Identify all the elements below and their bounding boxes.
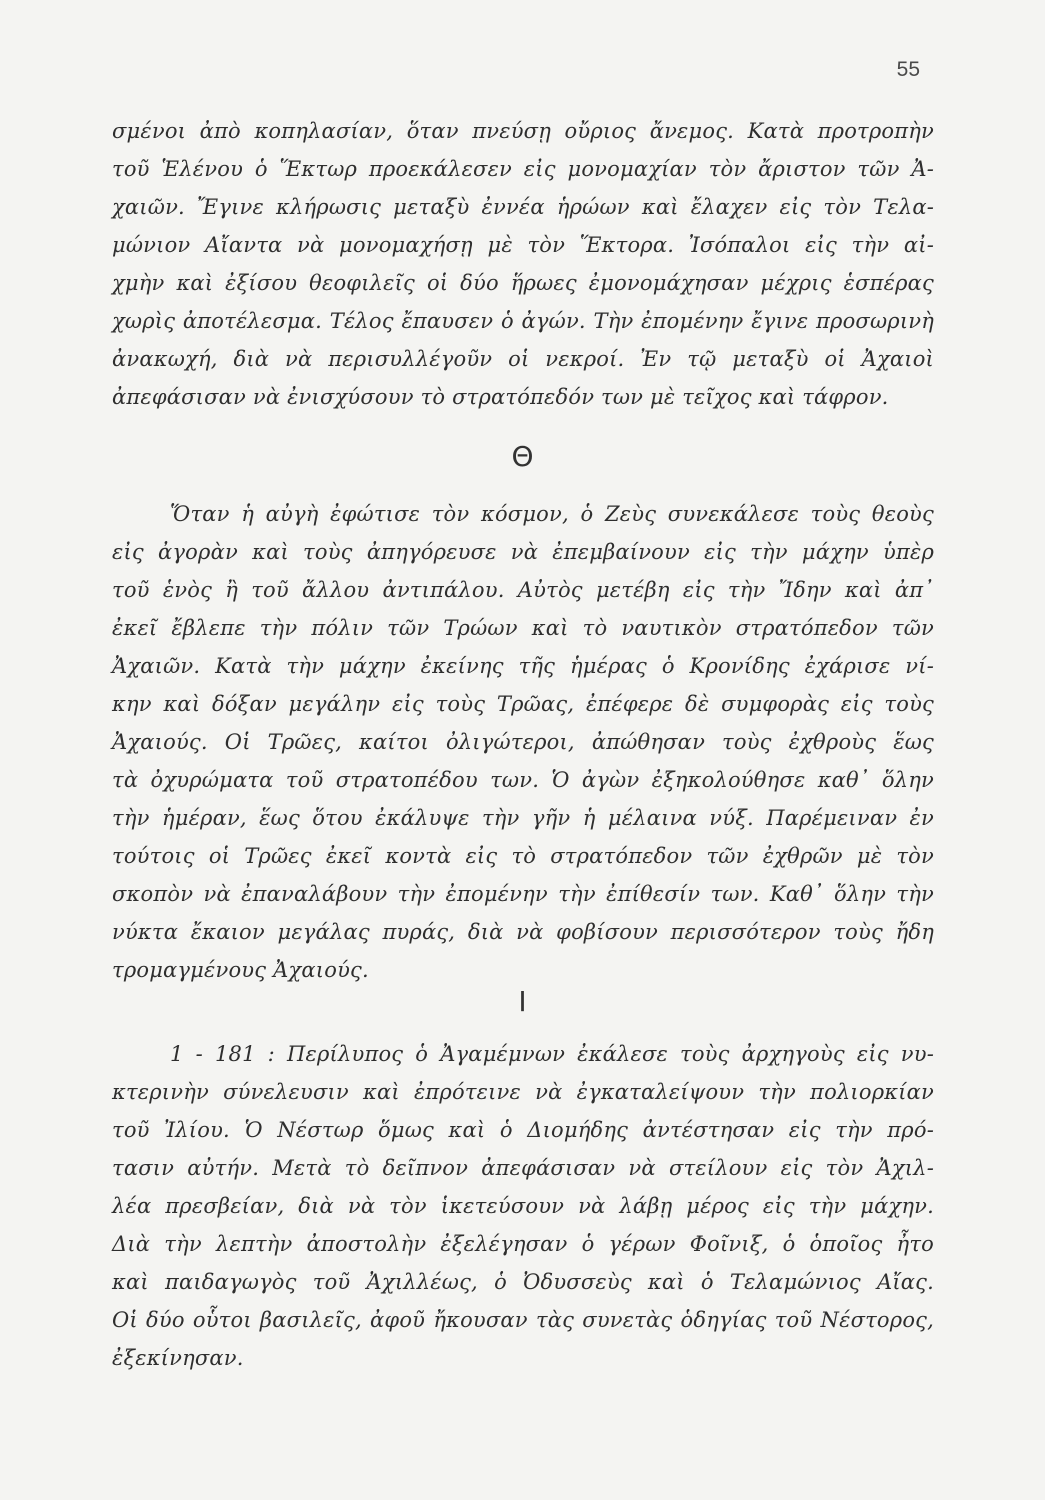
section-heading-iota: Ι: [518, 985, 527, 1018]
text-line: χαιῶν. Ἔγινε κλήρωσις μεταξὺ ἐννέα ἡρώων καὶ ἔλαχεν εἰς τὸν Τελα-: [112, 195, 934, 219]
text-line: ἐκεῖ ἔβλεπε τὴν πόλιν τῶν Τρώων καὶ τὸ ναυτικὸν στρατόπεδον τῶν: [112, 616, 934, 640]
section-theta-text: [112, 495, 934, 989]
text-line: τὴν ἡμέραν, ἕως ὅτου ἐκάλυψε τὴν γῆν ἡ μέλαινα νύξ. Παρέμειναν ἐν: [112, 806, 934, 830]
text-line: ἀνακωχή, διὰ νὰ περισυλλέγοῦν οἱ νεκροί. Ἐν τῷ μεταξὺ οἱ Ἀχαιοὶ: [112, 347, 934, 371]
text-line: Ἀχαιῶν. Κατὰ τὴν μάχην ἐκείνης τῆς ἡμέρας ὁ Κρονίδης ἐχάρισε νί-: [112, 654, 934, 678]
text-line: Οἱ δύο οὗτοι βασιλεῖς, ἀφοῦ ἤκουσαν τὰς συνετὰς ὁδηγίας τοῦ Νέστορος,: [112, 1308, 934, 1332]
text-line: εἰς ἀγορὰν καὶ τοὺς ἀπηγόρευσε νὰ ἐπεμβαίνουν εἰς τὴν μάχην ὑπὲρ: [112, 540, 934, 564]
text-line: λέα πρεσβείαν, διὰ νὰ τὸν ἱκετεύσουν νὰ λάβῃ μέρος εἰς τὴν μάχην.: [112, 1194, 934, 1218]
text-line: ἐξεκίνησαν.: [112, 1346, 244, 1370]
text-line: χωρὶς ἀποτέλεσμα. Τέλος ἔπαυσεν ὁ ἀγών. Τὴν ἐπομένην ἔγινε προσωρινὴ: [112, 309, 934, 333]
text-line: ἀπεφάσισαν νὰ ἐνισχύσουν τὸ στρατόπεδόν των μὲ τεῖχος καὶ τάφρον.: [112, 385, 889, 409]
text-line: τοῦ Ἑλένου ὁ Ἕκτωρ προεκάλεσεν εἰς μονομαχίαν τὸν ἄριστον τῶν Ἀ-: [112, 157, 934, 181]
text-line: τοῦ ἑνὸς ἢ τοῦ ἄλλου ἀντιπάλου. Αὐτὸς μετέβη εἰς τὴν Ἴδην καὶ ἀπ᾽: [112, 578, 934, 602]
text-line: καὶ παιδαγωγὸς τοῦ Ἀχιλλέως, ὁ Ὀδυσσεὺς καὶ ὁ Τελαμώνιος Αἴας.: [112, 1270, 934, 1294]
text-line: Διὰ τὴν λεπτὴν ἀποστολὴν ἐξελέγησαν ὁ γέρων Φοῖνιξ, ὁ ὁποῖος ἦτο: [112, 1232, 934, 1256]
section-top-text: [112, 112, 934, 416]
text-line: σμένοι ἀπὸ κοπηλασίαν, ὅταν πνεύσῃ οὔριος ἄνεμος. Κατὰ προτροπὴν: [112, 119, 934, 143]
text-line: χμὴν καὶ ἐξίσου θεοφιλεῖς οἱ δύο ἥρωες ἐμονομάχησαν μέχρις ἑσπέρας: [112, 271, 934, 295]
text-line: τούτοις οἱ Τρῶες ἐκεῖ κοντὰ εἰς τὸ στρατόπεδον τῶν ἐχθρῶν μὲ τὸν: [112, 844, 934, 868]
text-line: κην καὶ δόξαν μεγάλην εἰς τοὺς Τρῶας, ἐπέφερε δὲ συμφορὰς εἰς τοὺς: [112, 692, 934, 716]
text-line: Ἀχαιούς. Οἱ Τρῶες, καίτοι ὀλιγώτεροι, ἀπώθησαν τοὺς ἐχθροὺς ἕως: [112, 730, 934, 754]
text-line: τρομαγμένους Ἀχαιούς.: [112, 958, 369, 982]
text-line: τοῦ Ἰλίου. Ὁ Νέστωρ ὅμως καὶ ὁ Διομήδης ἀντέστησαν εἰς τὴν πρό-: [112, 1118, 934, 1142]
text-line: τὰ ὀχυρώματα τοῦ στρατοπέδου των. Ὁ ἀγὼν ἐξηκολούθησε καθ᾽ ὅλην: [112, 768, 934, 792]
section-iota-text: [112, 1035, 934, 1377]
text-line: Ὅταν ἡ αὐγὴ ἐφώτισε τὸν κόσμον, ὁ Ζεὺς συνεκάλεσε τοὺς θεοὺς: [170, 502, 934, 526]
text-line: νύκτα ἔκαιον μεγάλας πυράς, διὰ νὰ φοβίσουν περισσότερον τοὺς ἤδη: [112, 920, 934, 944]
text-line: κτερινὴν σύνελευσιν καὶ ἐπρότεινε νὰ ἐγκαταλείψουν τὴν πολιορκίαν: [112, 1080, 934, 1104]
text-line: σκοπὸν νὰ ἐπαναλάβουν τὴν ἐπομένην τὴν ἐπίθεσίν των. Καθ᾽ ὅλην τὴν: [112, 882, 934, 906]
page-number: 55: [896, 58, 920, 81]
text-line: τασιν αὐτήν. Μετὰ τὸ δεῖπνον ἀπεφάσισαν νὰ στείλουν εἰς τὸν Ἀχιλ-: [112, 1156, 934, 1180]
text-line: 1 - 181 : Περίλυπος ὁ Ἀγαμέμνων ἐκάλεσε τοὺς ἀρχηγοὺς εἰς νυ-: [170, 1042, 934, 1066]
text-line: μώνιον Αἴαντα νὰ μονομαχήσῃ μὲ τὸν Ἕκτορα. Ἰσόπαλοι εἰς τὴν αἰ-: [112, 233, 934, 257]
section-heading-theta: Θ: [511, 440, 534, 473]
